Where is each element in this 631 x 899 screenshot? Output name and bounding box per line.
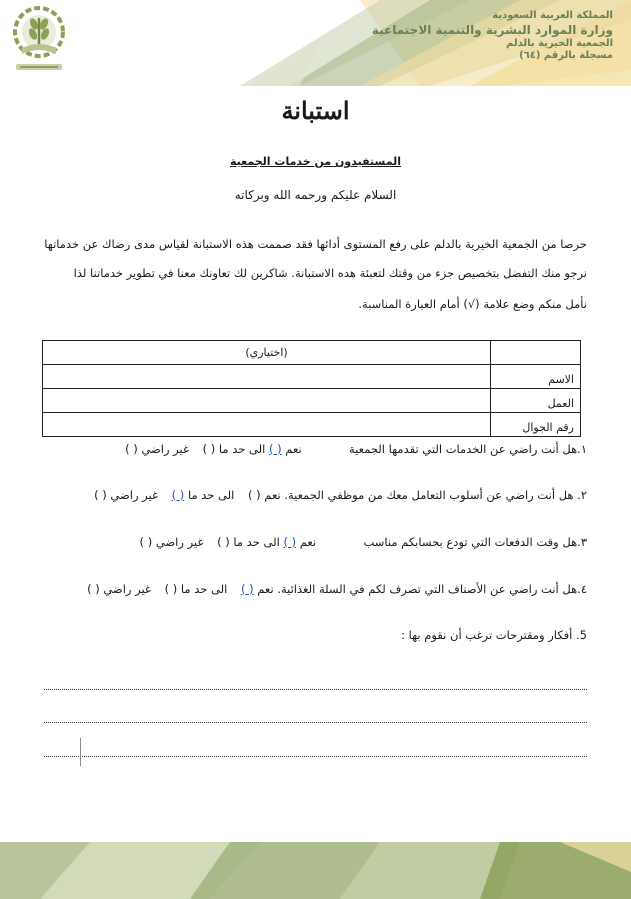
option-no[interactable]: غير راضي ( ) xyxy=(87,582,151,596)
name-label: الاسم xyxy=(491,365,581,389)
registration-number: مسجلة بالرقم (٦٤) xyxy=(519,50,613,61)
option-partly[interactable]: الى حد ما ( ) xyxy=(171,488,235,502)
intro-line-2: نرجو منك التفضل بتخصيص جزء من وقتك لتعبئة هده الاستبانة. شاكرين لك تعاونك معنا في تطوير خدماتنا لذا xyxy=(73,266,587,280)
question-text: ٢. هل أنت راضي عن أسلوب التعامل معك من موظفي الجمعية. xyxy=(284,488,587,502)
check-mark[interactable]: ( ) xyxy=(269,442,282,456)
suggestion-line-3[interactable] xyxy=(44,756,587,757)
option-partly[interactable]: الى حد ما ( ) xyxy=(202,442,266,456)
suggestion-line-2[interactable] xyxy=(44,722,587,723)
option-yes[interactable]: نعم ( ) xyxy=(240,582,274,596)
respondent-info-table xyxy=(42,340,581,437)
check-mark[interactable]: ( ) xyxy=(240,582,254,596)
table-row xyxy=(43,365,581,389)
page-title: استبانة xyxy=(281,96,350,125)
optional-note: (اختياري) xyxy=(43,341,491,365)
charity-logo-icon xyxy=(12,4,66,76)
ministry-name: وزارة الموارد البشرية والتنمية الاجتماعية xyxy=(371,22,613,37)
question-1 xyxy=(115,442,587,456)
question-4 xyxy=(77,582,587,596)
question-2 xyxy=(84,488,587,502)
organization-header xyxy=(372,10,613,63)
work-label: العمل xyxy=(491,389,581,413)
table-row xyxy=(43,389,581,413)
option-partly[interactable]: الى حد ما ( ) xyxy=(217,535,280,549)
intro-line-1: حرصا من الجمعية الخيرية بالدلم على رفع المستوى أدائها فقد صممت هذه الاستبانة لقياس مدى رضاك عن خدماتها xyxy=(44,237,587,251)
check-mark[interactable]: ( ) xyxy=(171,488,185,502)
option-no[interactable]: غير راضي ( ) xyxy=(139,535,204,549)
page-subtitle: المستفيدون من خدمات الجمعية xyxy=(230,155,401,168)
option-yes[interactable]: نعم ( ) xyxy=(248,488,281,502)
intro-line-3: نأمل منكم وضع علامة (√) أمام العبارة المناسبة. xyxy=(358,297,587,311)
question-text: ١.هل أنت راضي عن الخدمات التي تقدمها الجمعية xyxy=(349,442,587,456)
option-yes[interactable]: نعم ( ) xyxy=(269,442,302,456)
question-3 xyxy=(130,535,587,549)
country-name: المملكة العربية السعودية xyxy=(492,10,613,21)
greeting-text: السلام عليكم ورحمه الله وبركاته xyxy=(234,188,397,202)
table-cell xyxy=(491,341,581,365)
society-name: الجمعية الخيرية بالدلم xyxy=(506,37,613,49)
page-footer xyxy=(0,842,631,899)
text-cursor xyxy=(80,738,81,766)
check-mark[interactable]: ( ) xyxy=(283,535,297,549)
suggestions-label: 5. أفكار ومقترحات ترغب أن نقوم بها : xyxy=(401,628,587,642)
mobile-field[interactable] xyxy=(43,413,491,437)
option-partly[interactable]: الى حد ما ( ) xyxy=(164,582,228,596)
option-no[interactable]: غير راضي ( ) xyxy=(125,442,189,456)
table-row xyxy=(43,413,581,437)
footer-decoration xyxy=(0,842,631,899)
name-field[interactable] xyxy=(43,365,491,389)
question-text: ٣.هل وقت الدفعات التي تودع بحسابكم مناسب xyxy=(363,535,587,549)
page-header xyxy=(0,0,631,86)
table-row xyxy=(43,341,581,365)
question-text: ٤.هل أنت راضي عن الأصناف التي تصرف لكم في السلة الغذائية. xyxy=(277,582,587,596)
option-no[interactable]: غير راضي ( ) xyxy=(94,488,158,502)
suggestion-line-1[interactable] xyxy=(44,689,587,690)
work-field[interactable] xyxy=(43,389,491,413)
option-yes[interactable]: نعم ( ) xyxy=(283,535,317,549)
mobile-label: رقم الجوال xyxy=(491,413,581,437)
